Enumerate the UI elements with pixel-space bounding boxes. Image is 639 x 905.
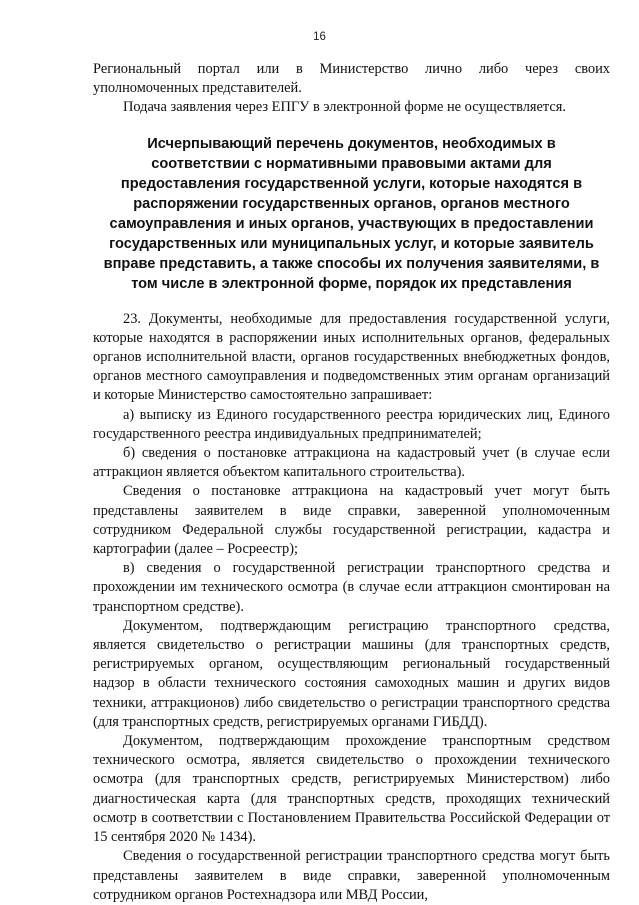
list-item: б) сведения о постановке аттракциона на кадастровый учет (в случае если аттракцион является объектом капитального строительства). [93, 445, 610, 481]
paragraph: Сведения о постановке аттракциона на кадастровый учет могут быть представлены заявителем в виде справки, заверенной уполномоченным сотрудником Федеральной службы государственной регистрации, кадастра и картографии (далее – Росреестр); [93, 483, 610, 558]
paragraph: Региональный портал или в Министерство лично либо через своих уполномоченных представителей. [93, 61, 610, 97]
paragraph: Подача заявления через ЕПГУ в электронной форме не осуществляется. [123, 99, 566, 116]
list-item: а) выписку из Единого государственного реестра юридических лиц, Единого государственного реестра индивидуальных предпринимателей; [93, 406, 610, 442]
page-number: 16 [313, 31, 326, 43]
paragraph: 23. Документы, необходимые для предоставления государственной услуги, которые находятся в распоряжении иных исполнительных органов, федеральных органов исполнительной власти, органов государственных внебюджетных фондов, органов местного самоуправления и подведомственных этим органам организаций и которые Министерство самостоятельно запрашивает: [93, 310, 610, 404]
list-item: в) сведения о государственной регистрации транспортного средства и прохождении им технического осмотра (в случае если аттракцион смонтирован на транспортном средстве). [93, 560, 610, 615]
document-body [93, 60, 610, 905]
section-heading: Исчерпывающий перечень документов, необходимых в соответствии с нормативными правовыми актами для предоставления государственной услуги, которые находятся в распоряжении государственных органов, органов местного самоуправления и иных органов, участвующих в предоставлении государственных или муниципальных услуг, и которые заявитель вправе представить, а также способы их получения заявителями, в том числе в электронной форме, порядок их представления [103, 135, 600, 292]
paragraph: Сведения о государственной регистрации транспортного средства могут быть представлены заявителем в виде справки, заверенной уполномоченным сотрудником органов Ростехнадзора или МВД России, [93, 848, 610, 903]
paragraph: Документом, подтверждающим прохождение транспортным средством технического осмотра, является свидетельство о прохождении технического осмотра (для транспортных средств, регистрируемых Министерством) либо диагностическая карта (для транспортных средств, проходящих технический осмотр в соответствии с Постановлением Правительства Российской Федерации от 15 сентября 2020 № 1434). [93, 733, 610, 846]
paragraph: Документом, подтверждающим регистрацию транспортного средства, является свидетельство о регистрации машины (для транспортных средств, регистрируемых органом, осуществляющим региональный государственный надзор в области технического состояния самоходных машин и других видов техники, аттракционов) либо свидетельство о регистрации транспортного средства (для транспортных средств, регистрируемых органами ГИБДД). [93, 617, 610, 730]
